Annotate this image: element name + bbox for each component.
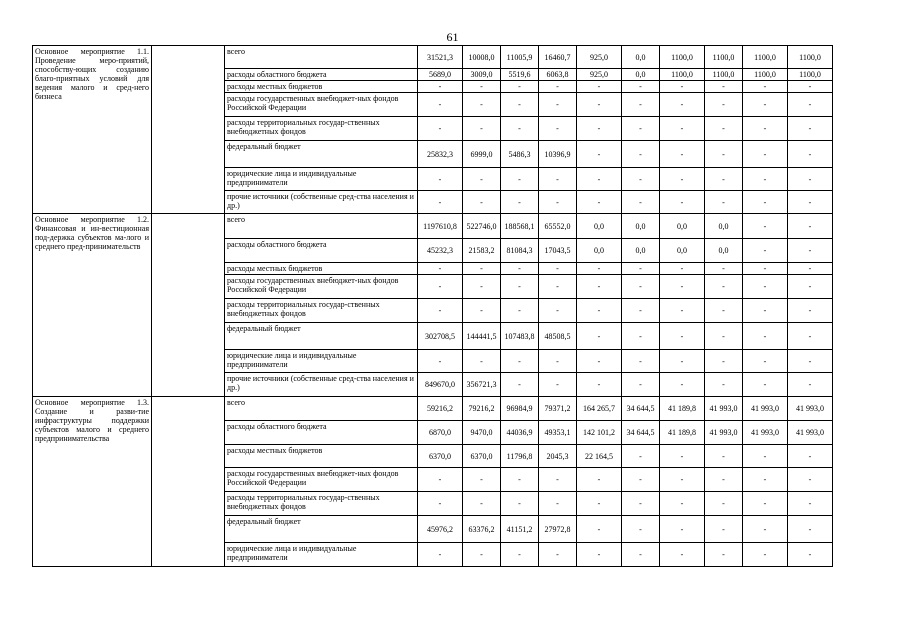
value-cell: - — [788, 214, 833, 239]
value-cell: 5519,6 — [501, 69, 539, 81]
value-cell: 0,0 — [705, 214, 743, 239]
value-cell: 31521,3 — [418, 46, 463, 69]
funding-source-label: расходы областного бюджета — [225, 69, 418, 81]
value-cell: 1100,0 — [743, 69, 788, 81]
value-cell: - — [660, 543, 705, 567]
value-cell: - — [660, 168, 705, 191]
value-cell: - — [577, 468, 622, 492]
value-cell: 16460,7 — [539, 46, 577, 69]
value-cell: - — [577, 191, 622, 214]
value-cell: - — [418, 263, 463, 275]
value-cell: - — [788, 299, 833, 323]
value-cell: - — [705, 263, 743, 275]
value-cell: - — [577, 323, 622, 350]
value-cell: - — [788, 445, 833, 468]
value-cell: - — [788, 492, 833, 516]
funding-source-label: федеральный бюджет — [225, 516, 418, 543]
funding-source-label: расходы местных бюджетов — [225, 81, 418, 93]
value-cell: - — [788, 350, 833, 373]
value-cell: 302708,5 — [418, 323, 463, 350]
value-cell: - — [418, 81, 463, 93]
value-cell: - — [743, 275, 788, 299]
value-cell: - — [418, 299, 463, 323]
value-cell: - — [539, 263, 577, 275]
funding-source-label: прочие источники (собственные сред-ства населения и др.) — [225, 191, 418, 214]
value-cell: 0,0 — [622, 214, 660, 239]
funding-source-label: расходы местных бюджетов — [225, 263, 418, 275]
value-cell: - — [705, 445, 743, 468]
value-cell: - — [705, 191, 743, 214]
value-cell: - — [577, 275, 622, 299]
value-cell: 22 164,5 — [577, 445, 622, 468]
value-cell: - — [622, 543, 660, 567]
value-cell: - — [539, 543, 577, 567]
value-cell: - — [743, 263, 788, 275]
value-cell: - — [705, 323, 743, 350]
value-cell: 45232,3 — [418, 239, 463, 263]
funding-source-label: расходы территориальных государ-ственных внебюджетных фондов — [225, 492, 418, 516]
value-cell: - — [705, 516, 743, 543]
value-cell: - — [705, 275, 743, 299]
funding-source-label: расходы государственных внебюджет-ных фондов Российской Федерации — [225, 275, 418, 299]
value-cell: - — [501, 492, 539, 516]
value-cell: 17043,5 — [539, 239, 577, 263]
value-cell: - — [501, 263, 539, 275]
value-cell: - — [705, 93, 743, 117]
funding-table-body — [33, 46, 833, 567]
value-cell: - — [539, 468, 577, 492]
value-cell: - — [501, 93, 539, 117]
value-cell: - — [743, 373, 788, 397]
value-cell: - — [501, 299, 539, 323]
activity-title: Основное мероприятие 1.2. Финансовая и ин-вестиционная под-держка субъектов ма-лого и среднего пред-принимательств — [33, 214, 152, 397]
value-cell: - — [418, 191, 463, 214]
value-cell: 3009,0 — [463, 69, 501, 81]
funding-source-label: всего — [225, 46, 418, 69]
value-cell: - — [463, 168, 501, 191]
value-cell: - — [539, 117, 577, 141]
funding-source-label: расходы областного бюджета — [225, 421, 418, 445]
value-cell: 44036,9 — [501, 421, 539, 445]
table-row — [33, 46, 833, 69]
value-cell: 925,0 — [577, 69, 622, 81]
funding-source-label: юридические лица и индивидуальные предприниматели — [225, 350, 418, 373]
funding-source-label: юридические лица и индивидуальные предприниматели — [225, 168, 418, 191]
value-cell: - — [743, 468, 788, 492]
value-cell: 356721,3 — [463, 373, 501, 397]
value-cell: - — [418, 543, 463, 567]
value-cell: 0,0 — [660, 239, 705, 263]
value-cell: - — [418, 492, 463, 516]
value-cell: - — [539, 492, 577, 516]
value-cell: - — [660, 275, 705, 299]
value-cell: - — [788, 239, 833, 263]
value-cell: - — [577, 492, 622, 516]
value-cell: 45976,2 — [418, 516, 463, 543]
value-cell: - — [418, 93, 463, 117]
value-cell: - — [463, 350, 501, 373]
value-cell: 41 993,0 — [705, 397, 743, 421]
value-cell: - — [463, 93, 501, 117]
value-cell: - — [501, 168, 539, 191]
value-cell: - — [660, 93, 705, 117]
value-cell: - — [577, 543, 622, 567]
funding-source-label: всего — [225, 397, 418, 421]
value-cell: - — [788, 373, 833, 397]
value-cell: - — [622, 275, 660, 299]
value-cell: - — [743, 239, 788, 263]
value-cell: - — [660, 263, 705, 275]
value-cell: 0,0 — [622, 69, 660, 81]
value-cell: 144441,5 — [463, 323, 501, 350]
value-cell: 65552,0 — [539, 214, 577, 239]
value-cell: - — [577, 373, 622, 397]
value-cell: - — [501, 543, 539, 567]
value-cell: 41 189,8 — [660, 397, 705, 421]
value-cell: - — [501, 275, 539, 299]
value-cell: - — [463, 263, 501, 275]
value-cell: - — [743, 299, 788, 323]
value-cell: 1100,0 — [705, 46, 743, 69]
executor-cell — [152, 46, 225, 214]
value-cell: - — [743, 445, 788, 468]
value-cell: - — [463, 191, 501, 214]
value-cell: - — [705, 117, 743, 141]
value-cell: 1100,0 — [743, 46, 788, 69]
value-cell: 5689,0 — [418, 69, 463, 81]
value-cell: 0,0 — [577, 214, 622, 239]
value-cell: 1100,0 — [788, 46, 833, 69]
value-cell: - — [788, 275, 833, 299]
executor-cell — [152, 397, 225, 567]
value-cell: - — [622, 117, 660, 141]
value-cell: - — [705, 492, 743, 516]
value-cell: - — [660, 492, 705, 516]
value-cell: - — [622, 445, 660, 468]
value-cell: 41 993,0 — [743, 421, 788, 445]
value-cell: - — [463, 468, 501, 492]
value-cell: 142 101,2 — [577, 421, 622, 445]
value-cell: 6999,0 — [463, 141, 501, 168]
value-cell: - — [539, 373, 577, 397]
value-cell: 849670,0 — [418, 373, 463, 397]
value-cell: 41 189,8 — [660, 421, 705, 445]
value-cell: 522746,0 — [463, 214, 501, 239]
value-cell: - — [539, 350, 577, 373]
value-cell: - — [788, 93, 833, 117]
value-cell: - — [622, 323, 660, 350]
value-cell: 59216,2 — [418, 397, 463, 421]
value-cell: - — [705, 141, 743, 168]
value-cell: - — [660, 350, 705, 373]
funding-source-label: расходы местных бюджетов — [225, 445, 418, 468]
value-cell: 1197610,8 — [418, 214, 463, 239]
value-cell: 21583,2 — [463, 239, 501, 263]
value-cell: 34 644,5 — [622, 421, 660, 445]
value-cell: - — [501, 81, 539, 93]
value-cell: - — [622, 492, 660, 516]
value-cell: - — [418, 117, 463, 141]
value-cell: - — [622, 168, 660, 191]
value-cell: - — [463, 299, 501, 323]
value-cell: - — [705, 299, 743, 323]
value-cell: - — [577, 168, 622, 191]
value-cell: 188568,1 — [501, 214, 539, 239]
value-cell: - — [788, 117, 833, 141]
funding-source-label: всего — [225, 214, 418, 239]
value-cell: - — [705, 350, 743, 373]
value-cell: - — [418, 350, 463, 373]
value-cell: - — [463, 81, 501, 93]
value-cell: - — [743, 168, 788, 191]
value-cell: - — [743, 81, 788, 93]
value-cell: 6870,0 — [418, 421, 463, 445]
funding-source-label: расходы территориальных государ-ственных внебюджетных фондов — [225, 299, 418, 323]
funding-source-label: расходы государственных внебюджет-ных фондов Российской Федерации — [225, 468, 418, 492]
value-cell: - — [501, 191, 539, 214]
value-cell: - — [539, 168, 577, 191]
value-cell: - — [660, 141, 705, 168]
value-cell: - — [705, 543, 743, 567]
value-cell: - — [705, 373, 743, 397]
value-cell: - — [788, 191, 833, 214]
value-cell: - — [788, 263, 833, 275]
value-cell: - — [539, 81, 577, 93]
value-cell: 25832,3 — [418, 141, 463, 168]
funding-source-label: расходы областного бюджета — [225, 239, 418, 263]
value-cell: 107483,8 — [501, 323, 539, 350]
value-cell: 34 644,5 — [622, 397, 660, 421]
value-cell: - — [463, 492, 501, 516]
value-cell: - — [418, 168, 463, 191]
value-cell: - — [788, 141, 833, 168]
funding-source-label: расходы территориальных государ-ственных внебюджетных фондов — [225, 117, 418, 141]
value-cell: 6370,0 — [463, 445, 501, 468]
value-cell: - — [622, 263, 660, 275]
value-cell: - — [660, 323, 705, 350]
value-cell: 925,0 — [577, 46, 622, 69]
value-cell: - — [501, 350, 539, 373]
value-cell: - — [788, 516, 833, 543]
value-cell: - — [788, 543, 833, 567]
value-cell: - — [577, 141, 622, 168]
value-cell: - — [743, 543, 788, 567]
value-cell: 2045,3 — [539, 445, 577, 468]
value-cell: 27972,8 — [539, 516, 577, 543]
table-row — [33, 214, 833, 239]
value-cell: - — [418, 275, 463, 299]
funding-source-label: расходы государственных внебюджет-ных фондов Российской Федерации — [225, 93, 418, 117]
value-cell: - — [577, 299, 622, 323]
value-cell: - — [743, 214, 788, 239]
value-cell: - — [577, 81, 622, 93]
value-cell: - — [622, 141, 660, 168]
value-cell: 79371,2 — [539, 397, 577, 421]
value-cell: 0,0 — [660, 214, 705, 239]
funding-source-label: прочие источники (собственные сред-ства населения и др.) — [225, 373, 418, 397]
value-cell: 0,0 — [577, 239, 622, 263]
value-cell: - — [577, 516, 622, 543]
value-cell: - — [501, 117, 539, 141]
value-cell: 0,0 — [705, 239, 743, 263]
value-cell: - — [788, 468, 833, 492]
value-cell: 6063,8 — [539, 69, 577, 81]
value-cell: 11005,9 — [501, 46, 539, 69]
value-cell: - — [622, 373, 660, 397]
funding-table — [32, 45, 833, 567]
value-cell: - — [743, 141, 788, 168]
activity-title: Основное мероприятие 1.1. Проведение меро-приятий, способству-ющих созданию благо-приятных условий для ведения малого и сред-него бизнеса — [33, 46, 152, 214]
value-cell: 164 265,7 — [577, 397, 622, 421]
value-cell: 48508,5 — [539, 323, 577, 350]
value-cell: - — [788, 323, 833, 350]
value-cell: - — [622, 191, 660, 214]
value-cell: - — [705, 468, 743, 492]
value-cell: - — [463, 117, 501, 141]
value-cell: 41 993,0 — [788, 421, 833, 445]
value-cell: - — [622, 468, 660, 492]
value-cell: - — [622, 93, 660, 117]
value-cell: - — [660, 191, 705, 214]
value-cell: 1100,0 — [660, 46, 705, 69]
funding-source-label: юридические лица и индивидуальные предприниматели — [225, 543, 418, 567]
value-cell: - — [660, 445, 705, 468]
value-cell: - — [705, 81, 743, 93]
value-cell: - — [743, 516, 788, 543]
value-cell: - — [539, 299, 577, 323]
value-cell: 10396,9 — [539, 141, 577, 168]
activity-title: Основное мероприятие 1.3. Создание и разви-тие инфраструктуры поддержки субъектов малого и среднего предпринимательства — [33, 397, 152, 567]
value-cell: 96984,9 — [501, 397, 539, 421]
executor-cell — [152, 214, 225, 397]
value-cell: - — [622, 350, 660, 373]
value-cell: 1100,0 — [788, 69, 833, 81]
value-cell: 49353,1 — [539, 421, 577, 445]
value-cell: - — [539, 275, 577, 299]
value-cell: 81084,3 — [501, 239, 539, 263]
value-cell: - — [577, 350, 622, 373]
value-cell: - — [577, 117, 622, 141]
value-cell: 41 993,0 — [788, 397, 833, 421]
value-cell: 79216,2 — [463, 397, 501, 421]
value-cell: - — [622, 516, 660, 543]
value-cell: 1100,0 — [705, 69, 743, 81]
value-cell: - — [660, 299, 705, 323]
value-cell: - — [622, 299, 660, 323]
page-number: 61 — [446, 30, 459, 44]
value-cell: 41 993,0 — [705, 421, 743, 445]
value-cell: - — [577, 93, 622, 117]
value-cell: - — [788, 81, 833, 93]
value-cell: 41 993,0 — [743, 397, 788, 421]
value-cell: 9470,0 — [463, 421, 501, 445]
value-cell: 5486,3 — [501, 141, 539, 168]
table-row — [33, 397, 833, 421]
value-cell: - — [418, 468, 463, 492]
value-cell: - — [660, 468, 705, 492]
value-cell: - — [788, 168, 833, 191]
funding-source-label: федеральный бюджет — [225, 323, 418, 350]
value-cell: - — [501, 373, 539, 397]
value-cell: - — [501, 468, 539, 492]
value-cell: - — [743, 323, 788, 350]
value-cell: - — [660, 117, 705, 141]
value-cell: - — [743, 350, 788, 373]
value-cell: - — [705, 168, 743, 191]
value-cell: - — [622, 81, 660, 93]
value-cell: - — [743, 93, 788, 117]
value-cell: - — [463, 543, 501, 567]
value-cell: - — [743, 191, 788, 214]
value-cell: - — [539, 93, 577, 117]
value-cell: - — [743, 117, 788, 141]
value-cell: - — [660, 516, 705, 543]
value-cell: 1100,0 — [660, 69, 705, 81]
value-cell: 10008,0 — [463, 46, 501, 69]
value-cell: 0,0 — [622, 239, 660, 263]
value-cell: - — [463, 275, 501, 299]
value-cell: - — [660, 373, 705, 397]
funding-source-label: федеральный бюджет — [225, 141, 418, 168]
value-cell: 63376,2 — [463, 516, 501, 543]
value-cell: 6370,0 — [418, 445, 463, 468]
value-cell: 41151,2 — [501, 516, 539, 543]
value-cell: - — [660, 81, 705, 93]
value-cell: - — [743, 492, 788, 516]
value-cell: 0,0 — [622, 46, 660, 69]
value-cell: 11796,8 — [501, 445, 539, 468]
value-cell: - — [577, 263, 622, 275]
value-cell: - — [539, 191, 577, 214]
